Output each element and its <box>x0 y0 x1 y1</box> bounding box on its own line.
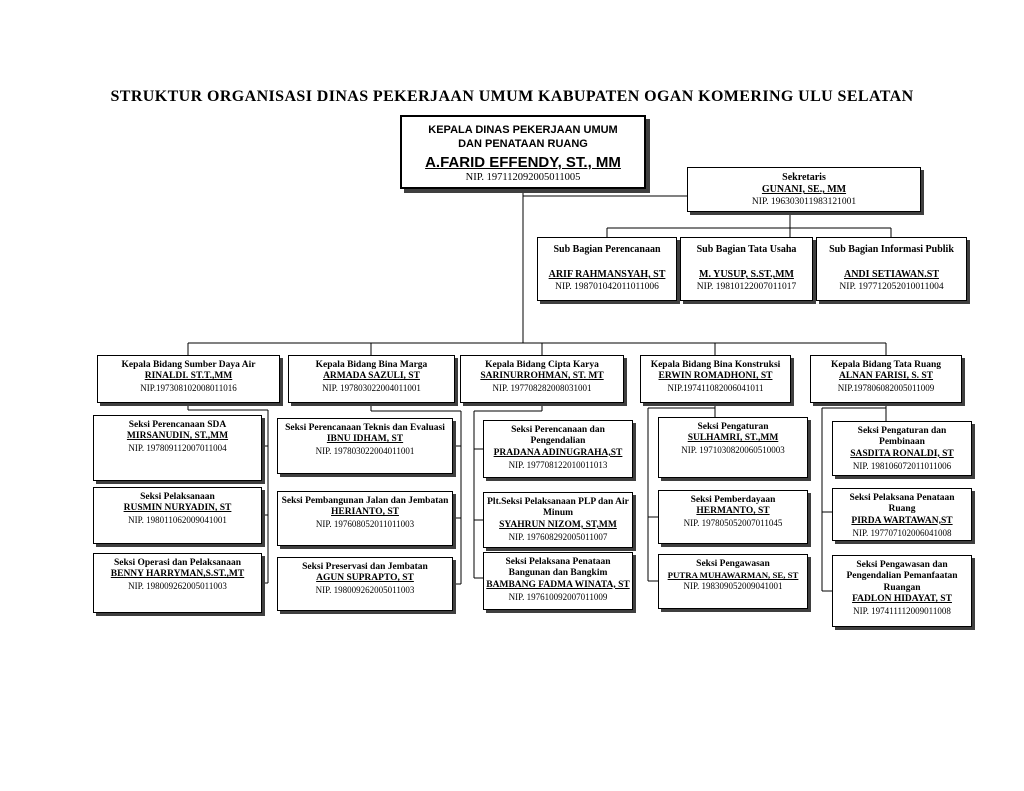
seksi-name: HERIANTO, ST <box>331 507 399 518</box>
seksi-name: AGUN SUPRAPTO, ST <box>316 573 414 584</box>
sub-bagian-title: Sub Bagian Perencanaan <box>553 244 661 255</box>
seksi-pelaksana-penataan-ruang-box <box>832 488 972 541</box>
sub-bagian-perencanaan-box <box>537 237 677 301</box>
sub-bagian-title: Sub Bagian Informasi Publik <box>829 244 954 255</box>
seksi-name: PRADANA ADINUGRAHA,ST <box>493 447 623 458</box>
seksi-nip: NIP. 197411112009011008 <box>853 606 951 617</box>
seksi-nip: NIP. 198106072011011006 <box>852 460 952 471</box>
seksi-nip: NIP. 197608052011011003 <box>315 519 415 530</box>
seksi-name: MIRSANUDIN, ST.,MM <box>126 431 229 442</box>
sub-bagian-nip: NIP. 198701042011011006 <box>555 281 659 292</box>
seksi-penataan-bangunan-bangkim-box <box>483 552 633 610</box>
bidang-title: Kepala Bidang Bina Konstruksi <box>650 360 781 370</box>
kepala-dinas-title-line2: DAN PENATAAN RUANG <box>458 137 588 150</box>
bidang-title: Kepala Bidang Cipta Karya <box>485 360 599 370</box>
seksi-nip: NIP. 197805052007011045 <box>683 518 783 529</box>
seksi-title: Seksi Pembangunan Jalan dan Jembatan <box>281 496 449 506</box>
seksi-title: Seksi Perencanaan SDA <box>128 420 227 430</box>
seksi-operasi-dan-pelaksanaan-box <box>93 553 262 613</box>
kepala-dinas-name: A.FARID EFFENDY, ST., MM <box>425 153 621 171</box>
bidang-name: ARMADA SAZULI, ST <box>323 371 420 382</box>
sub-bagian-nip: NIP. 197712052010011004 <box>839 281 944 292</box>
seksi-name: PUTRA MUHAWARMAN, SE, ST <box>667 570 799 581</box>
seksi-pemberdayaan-box <box>658 490 808 544</box>
page-title: STRUKTUR ORGANISASI DINAS PEKERJAAN UMUM KABUPATEN OGAN KOMERING ULU SELATAN <box>110 88 914 105</box>
seksi-name: RUSMIN NURYADIN, ST <box>123 503 232 514</box>
bidang-nip: NIP.197411082006041011 <box>667 383 764 394</box>
bidang-nip: NIP.197806082005011009 <box>837 383 935 394</box>
sub-bagian-tata-usaha-box <box>680 237 813 301</box>
seksi-name: BENNY HARRYMAN,S.ST.,MT <box>110 569 245 580</box>
seksi-pengaturan-box <box>658 417 808 478</box>
seksi-title: Seksi Pengaturan <box>697 422 769 432</box>
bidang-nip: NIP. 197803022004011001 <box>322 383 421 394</box>
kepala-dinas-title-line1: KEPALA DINAS PEKERJAAN UMUM <box>428 124 618 136</box>
kepala-dinas-box <box>400 115 646 189</box>
seksi-title: Seksi Operasi dan Pelaksanaan <box>114 558 241 568</box>
bidang-title: Kepala Bidang Tata Ruang <box>830 360 942 370</box>
seksi-title: Seksi Pengawasan <box>696 559 770 569</box>
seksi-title: Seksi Pelaksana Penataan Ruang <box>849 493 955 515</box>
sub-bagian-name: ANDI SETIAWAN.ST <box>843 269 940 280</box>
kepala-dinas-nip: NIP. 197112092005011005 <box>465 171 581 183</box>
seksi-pengawasan-pengendalian-pemanfaatan-box <box>832 555 972 627</box>
seksi-title: Seksi Perencanaan Teknis dan Evaluasi <box>285 423 445 433</box>
bidang-name: ALNAN FARISI, S. ST <box>838 371 934 382</box>
seksi-perencanaan-sda-box <box>93 415 262 481</box>
seksi-pembangunan-jalan-jembatan-box <box>277 491 453 546</box>
seksi-nip: NIP. 197809112007011004 <box>128 443 227 454</box>
bidang-cipta-karya-box <box>460 355 624 403</box>
seksi-nip: NIP. 198009262005011003 <box>128 581 227 592</box>
seksi-name: IBNU IDHAM, ST <box>326 434 404 445</box>
bidang-tata-ruang-box <box>810 355 962 403</box>
seksi-name: SYAHRUN NIZOM, ST,MM <box>499 519 617 530</box>
bidang-name: ERWIN ROMADHONI, ST <box>658 371 773 382</box>
bidang-title: Kepala Bidang Bina Marga <box>315 360 428 370</box>
seksi-nip: NIP. 197708122010011013 <box>508 459 608 470</box>
sub-bagian-name: M. YUSUP, S.ST.,MM <box>699 269 794 280</box>
bidang-bina-marga-box <box>288 355 455 403</box>
seksi-title: Seksi Pemberdayaan <box>690 495 776 505</box>
seksi-title: Seksi Perencanaan dan Pengendalian <box>511 425 605 447</box>
seksi-pengaturan-pembinaan-box <box>832 421 972 476</box>
seksi-title: Seksi Pengawasan dan Pengendalian Pemanfaatan Ruangan <box>846 560 958 593</box>
bidang-sumber-daya-air-box <box>97 355 280 403</box>
seksi-name: FADLON HIDAYAT, ST <box>852 594 952 605</box>
seksi-title: Seksi Pengaturan dan Pembinaan <box>857 426 947 448</box>
seksi-perencanaan-pengendalian-box <box>483 420 633 478</box>
seksi-nip: NIP. 197608292005011007 <box>508 531 608 542</box>
bidang-name: RINALDI. ST.T.,MM <box>144 371 233 382</box>
seksi-name: PIRDA WARTAWAN,ST <box>851 515 953 526</box>
bidang-name: SARINURROHMAN, ST. MT <box>480 371 604 382</box>
seksi-nip: NIP. 197610092007011009 <box>508 591 608 602</box>
seksi-nip: NIP. 198309052009041001 <box>683 581 783 592</box>
seksi-nip: NIP. 197707102006041008 <box>852 527 952 538</box>
sub-bagian-title: Sub Bagian Tata Usaha <box>696 244 797 255</box>
sekretaris-title: Sekretaris <box>782 172 826 183</box>
seksi-name: BAMBANG FADMA WINATA, ST <box>486 579 630 590</box>
seksi-title: Seksi Preservasi dan Jembatan <box>302 562 428 572</box>
seksi-title: Seksi Pelaksanaan <box>140 492 215 502</box>
bidang-bina-konstruksi-box <box>640 355 791 403</box>
seksi-pengawasan-box <box>658 554 808 609</box>
sekretaris-box <box>687 167 921 212</box>
sub-bagian-informasi-publik-box <box>816 237 967 301</box>
sub-bagian-name: ARIF RAHMANSYAH, ST <box>548 269 666 280</box>
seksi-nip: NIP. 198009262005011003 <box>315 585 415 596</box>
sub-bagian-nip: NIP. 19810122007011017 <box>696 281 797 292</box>
seksi-name: SASDITA RONALDI, ST <box>850 448 954 459</box>
bidang-nip: NIP. 197708282008031001 <box>492 383 592 394</box>
sekretaris-name: GUNANI, SE., MM <box>761 184 847 195</box>
bidang-nip: NIP.197308102008011016 <box>140 383 237 394</box>
seksi-plp-air-minum-box <box>483 492 633 548</box>
sekretaris-nip: NIP. 196303011983121001 <box>751 196 857 207</box>
bidang-title: Kepala Bidang Sumber Daya Air <box>121 360 256 370</box>
seksi-name: HERMANTO, ST <box>696 506 770 517</box>
seksi-pelaksanaan-box <box>93 487 262 544</box>
seksi-nip: NIP. 198011062009041001 <box>128 515 227 526</box>
seksi-preservasi-jembatan-box <box>277 557 453 611</box>
seksi-title: Seksi Pelaksana Penataan Bangunan dan Bangkim <box>505 557 611 579</box>
seksi-name: SULHAMRI, ST.,MM <box>687 433 779 444</box>
seksi-nip: NIP. 197803022004011001 <box>315 446 415 457</box>
seksi-nip: NIP. 1971030820060510003 <box>681 445 785 456</box>
seksi-title: Plt.Seksi Pelaksanaan PLP dan Air Minum <box>487 497 629 519</box>
seksi-perencanaan-teknis-evaluasi-box <box>277 418 453 474</box>
